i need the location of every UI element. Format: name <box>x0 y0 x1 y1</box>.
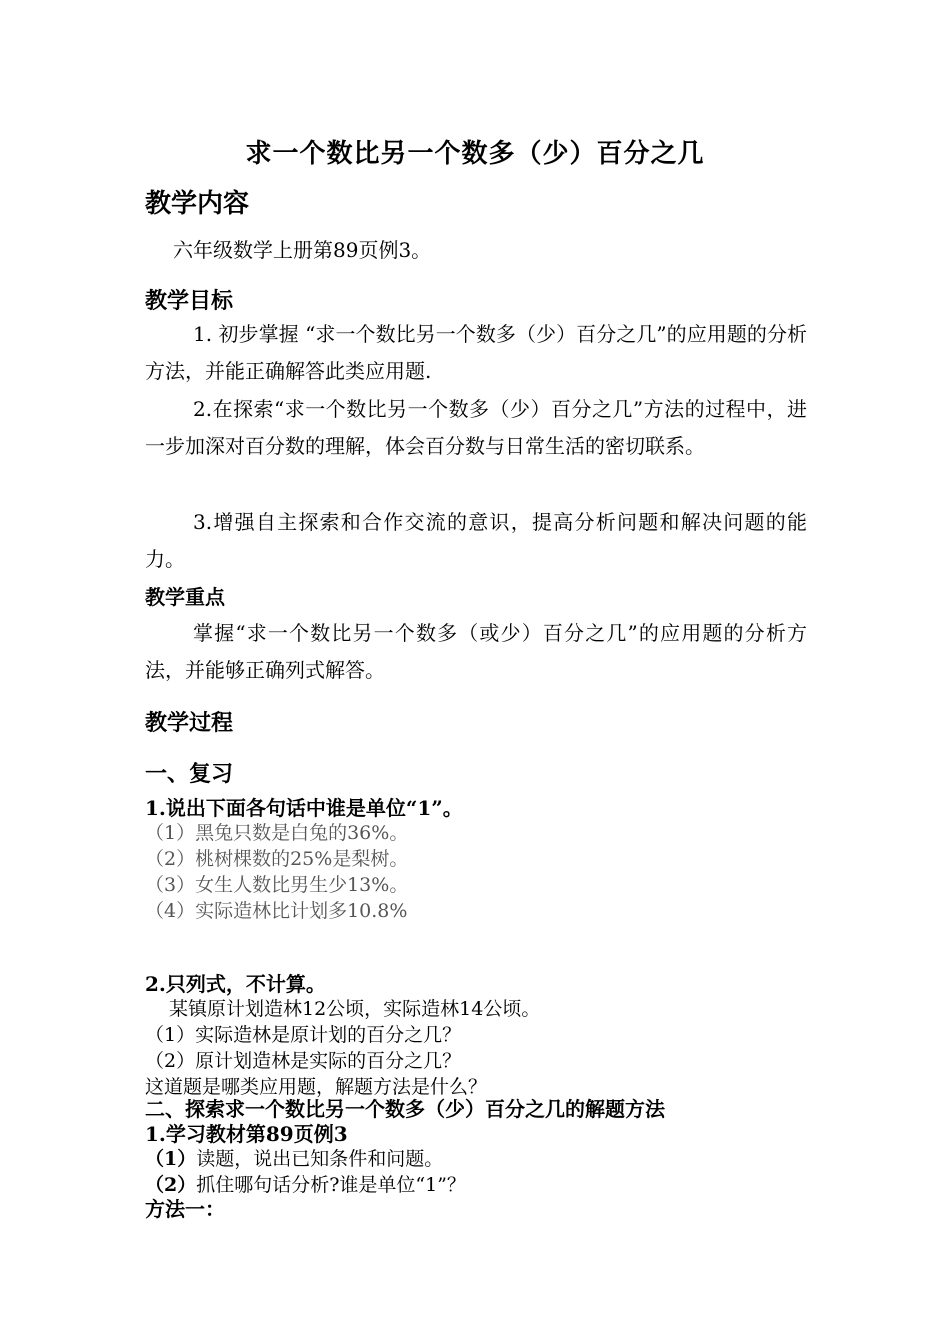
review-item: （3）女生人数比男生少13%。 <box>145 874 409 896</box>
heading-goals: 教学目标 <box>145 288 234 314</box>
review-q2-ask: 这道题是哪类应用题，解题方法是什么？ <box>145 1076 488 1098</box>
goal-3: 3.增强自主探索和合作交流的意识，提高分析问题和解决问题的能力。 <box>145 510 807 571</box>
heading-process: 教学过程 <box>145 710 234 736</box>
review-items-list <box>145 820 807 924</box>
heading-explore: 二、探索求一个数比另一个数多（少）百分之几的解题方法 <box>145 1097 665 1121</box>
explore-item-text: 抓住哪句话分析?谁是单位“1”？ <box>196 1174 466 1196</box>
explore-item-number: （1） <box>145 1148 197 1170</box>
heading-review: 一、复习 <box>145 761 234 787</box>
explore-items-list <box>145 1146 807 1198</box>
review-q2-item: （1）实际造林是原计划的百分之几？ <box>145 1024 462 1046</box>
content-text: 六年级数学上册第89页例3。 <box>173 238 432 262</box>
review-item: （1）黑兔只数是白兔的36%。 <box>145 822 409 844</box>
heading-content: 教学内容 <box>145 189 250 219</box>
goal-1: 1. 初步掌握 “求一个数比另一个数多（少）百分之几”的应用题的分析方法，并能正确解答此类应用题. <box>145 322 807 383</box>
heading-key-points: 教学重点 <box>145 585 225 609</box>
review-q2-intro: 某镇原计划造林12公顷，实际造林14公顷。 <box>169 998 541 1020</box>
review-q2-item: （2）原计划造林是实际的百分之几？ <box>145 1050 462 1072</box>
review-item: （2）桃树棵数的25%是梨树。 <box>145 848 409 870</box>
review-question-1: 1.说出下面各句话中谁是单位“1”。 <box>145 796 463 820</box>
explore-item <box>145 1172 807 1198</box>
explore-item-number: （2） <box>145 1174 197 1196</box>
explore-item <box>145 1146 807 1172</box>
key-points-text: 掌握“求一个数比另一个数多（或少）百分之几”的应用题的分析方法，并能够正确列式解答。 <box>145 621 807 682</box>
method-heading: 方法一： <box>145 1197 225 1221</box>
review-question-2-body <box>145 996 807 1100</box>
review-item: （4）实际造林比计划多10.8% <box>145 900 408 922</box>
goal-2: 2.在探索“求一个数比另一个数多（少）百分之几”方法的过程中，进一步加深对百分数的理解，体会百分数与日常生活的密切联系。 <box>145 397 807 458</box>
page-title: 求一个数比另一个数多（少）百分之几 <box>245 139 705 169</box>
review-question-2: 2.只列式，不计算。 <box>145 972 326 996</box>
explore-item-text: 读题，说出已知条件和问题。 <box>196 1148 444 1170</box>
explore-subheading: 1.学习教材第89页例3 <box>145 1122 348 1146</box>
